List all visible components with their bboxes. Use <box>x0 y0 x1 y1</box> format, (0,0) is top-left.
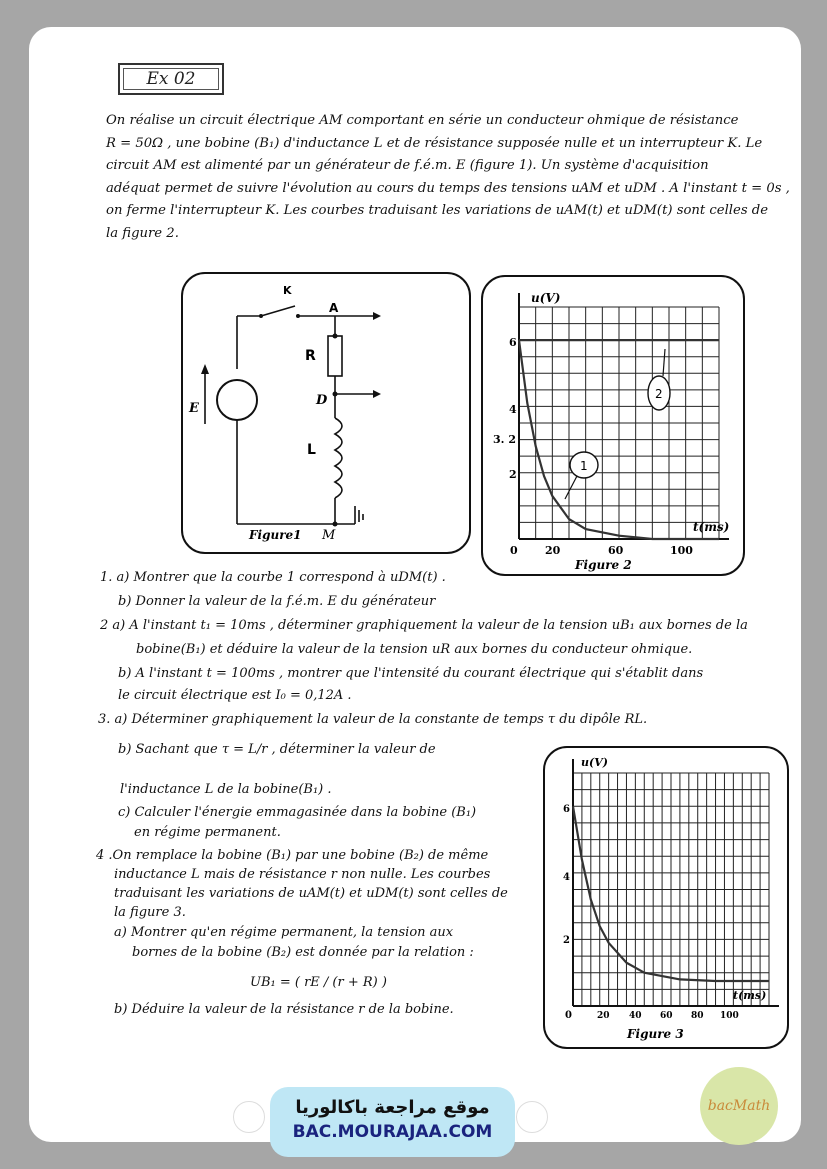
question-1b: b) Donner la valeur de la f.é.m. E du générateur <box>118 594 436 609</box>
figure2-xtick: 20 <box>545 544 561 557</box>
figure3-chart <box>545 748 787 1047</box>
question-3b-cont: l'inductance L de la bobine(B₁) . <box>120 782 332 797</box>
label-M: M <box>322 528 336 543</box>
question-4a: a) Montrer qu'en régime permanent, la tension aux <box>114 925 454 940</box>
chart-grid <box>519 307 719 539</box>
question-4-line: inductance L mais de résistance r non nulle. Les courbes <box>114 867 491 882</box>
intro-paragraph <box>106 110 796 245</box>
formula-ub: UB₁ = ( rE / (r + R) ) <box>250 975 387 990</box>
question-3a: 3. a) Déterminer graphiquement la valeur de la constante de temps τ du dipôle RL. <box>98 712 648 727</box>
figure3-xtick: 0 <box>565 1010 572 1021</box>
figure2-xtick: 0 <box>510 544 518 557</box>
question-4a-cont: bornes de la bobine (B₂) est donnée par la relation : <box>132 945 474 960</box>
figure2-xtick: 60 <box>608 544 624 557</box>
circuit-diagram <box>183 274 469 552</box>
question-2a: 2 a) A l'instant t₁ = 10ms , déterminer graphiquement la valeur de la tension uB₁ aux bornes de la <box>100 618 748 633</box>
question-3c-cont: en régime permanent. <box>134 825 281 840</box>
intro-line: R = 50Ω , une bobine (B₁) d'inductance L et de résistance supposée nulle et un interrupteur K. Le <box>106 135 763 151</box>
figure3-caption: Figure 3 <box>627 1027 684 1041</box>
curve-label: 1 <box>580 459 588 473</box>
figure3-ytick: 4 <box>563 872 570 883</box>
figure2-caption: Figure 2 <box>575 558 632 572</box>
label-E: E <box>189 401 199 416</box>
intro-line: la figure 2. <box>106 225 179 241</box>
figure2-chart <box>483 277 743 574</box>
figure3-ytick: 2 <box>563 935 570 946</box>
question-2b-cont: le circuit électrique est I₀ = 0,12A . <box>118 688 352 703</box>
site-banner[interactable] <box>270 1087 515 1157</box>
chart-grid <box>573 773 769 1006</box>
figure2-ylabel: u(V) <box>531 291 561 305</box>
intro-line: On réalise un circuit électrique AM comportant en série un conducteur ohmique de résistance <box>106 113 739 128</box>
intro-line: adéquat permet de suivre l'évolution au cours du temps des tensions uAM et uDM . A l'instant t = 0s , <box>106 180 790 196</box>
label-A: A <box>329 301 339 315</box>
figure2-ytick: 3. 2 <box>493 433 516 446</box>
question-3c: c) Calculer l'énergie emmagasinée dans la bobine (B₁) <box>118 805 477 820</box>
question-2b: b) A l'instant t = 100ms , montrer que l'intensité du courant électrique qui s'établit dans <box>118 666 704 681</box>
site-url[interactable]: BAC.MOURAJAA.COM <box>292 1122 493 1142</box>
figure2-ytick: 4 <box>509 403 517 416</box>
figure3-ytick: 6 <box>563 804 570 815</box>
question-3b: b) Sachant que τ = L/r , déterminer la valeur de <box>118 742 436 757</box>
question-2a-cont: bobine(B₁) et déduire la valeur de la tension uR aux bornes du conducteur ohmique. <box>136 642 693 657</box>
bacmath-logo-text: bacMath <box>707 1098 771 1114</box>
bacmath-logo <box>700 1067 778 1145</box>
figure2-ytick: 6 <box>509 336 517 349</box>
figure3-xtick: 20 <box>597 1011 610 1021</box>
figure3-xlabel: t(ms) <box>733 989 767 1002</box>
question-4-line: traduisant les variations de uAM(t) et uDM(t) sont celles de <box>114 886 508 901</box>
label-K: K <box>283 284 292 297</box>
label-R: R <box>305 348 316 364</box>
figure2-ytick: 2 <box>509 468 517 481</box>
site-logo-icon <box>516 1101 548 1133</box>
figure1-caption: Figure1 <box>249 528 302 542</box>
label-L: L <box>307 442 316 458</box>
intro-line: circuit AM est alimenté par un générateur de f.é.m. E (figure 1). Un système d'acquisition <box>106 158 709 173</box>
figure2-xlabel: t(ms) <box>693 520 730 534</box>
intro-line: on ferme l'interrupteur K. Les courbes traduisant les variations de uAM(t) et uDM(t) sont celles de <box>106 203 769 218</box>
figure3-xtick: 40 <box>629 1011 642 1021</box>
exercise-title: Ex 02 <box>118 63 224 95</box>
figure2-frame <box>481 275 745 576</box>
figure3-xtick: 80 <box>691 1011 704 1021</box>
figure1-frame <box>181 272 471 554</box>
label-D: D <box>316 393 328 408</box>
question-1a: 1. a) Montrer que la courbe 1 correspond à uDM(t) . <box>100 570 446 585</box>
figure3-xtick: 100 <box>720 1011 739 1021</box>
figure3-ylabel: u(V) <box>581 756 608 769</box>
figure2-xtick: 100 <box>670 544 693 557</box>
site-name-arabic: موقع مراجعة باكالوريا <box>295 1097 490 1118</box>
curve-label: 2 <box>655 387 663 401</box>
question-4: 4 .On remplace la bobine (B₁) par une bobine (B₂) de même <box>96 848 489 863</box>
figure3-frame <box>543 746 789 1049</box>
figure3-xtick: 60 <box>660 1011 673 1021</box>
site-logo-icon <box>233 1101 265 1133</box>
question-4-line: la figure 3. <box>114 905 186 920</box>
question-4b: b) Déduire la valeur de la résistance r de la bobine. <box>114 1002 454 1017</box>
